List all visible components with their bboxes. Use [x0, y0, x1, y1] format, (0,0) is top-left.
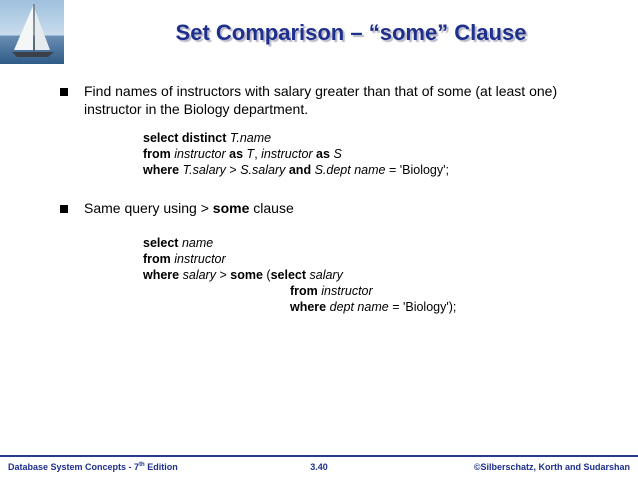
footer-copyright: ©Silberschatz, Korth and Sudarshan	[473, 462, 630, 472]
sql-line: select distinct T.name	[143, 131, 272, 145]
slide-title: Set Comparison – “some” Clause	[175, 20, 527, 45]
footer-left: Database System Concepts - 7th Edition	[8, 462, 178, 472]
bullet-text-1: Find names of instructors with salary greater than that of some (at least one) instructor in the Biology department.	[84, 83, 558, 117]
sql-line: from instructor	[143, 252, 226, 266]
sql-line: where dept name = 'Biology');	[290, 300, 457, 314]
sql-line: where T.salary > S.salary and S.dept name = 'Biology';	[143, 163, 449, 177]
bullet-marker-2	[60, 205, 68, 213]
sql-line: select name	[143, 236, 214, 250]
sql-line: where salary > some (select salary	[143, 268, 343, 282]
sql-query-2	[143, 235, 456, 315]
footer-divider	[0, 455, 638, 457]
sailboat-icon	[0, 0, 64, 64]
sql-line: from instructor	[290, 284, 373, 298]
sailboat-logo	[0, 0, 64, 64]
bullet-marker-1	[60, 88, 68, 96]
footer-page-number: 3.40	[310, 462, 328, 472]
bullet-text-2: Same query using > some clause	[84, 200, 294, 216]
sql-line: from instructor as T, instructor as S	[143, 147, 342, 161]
sql-query-1	[143, 130, 449, 178]
